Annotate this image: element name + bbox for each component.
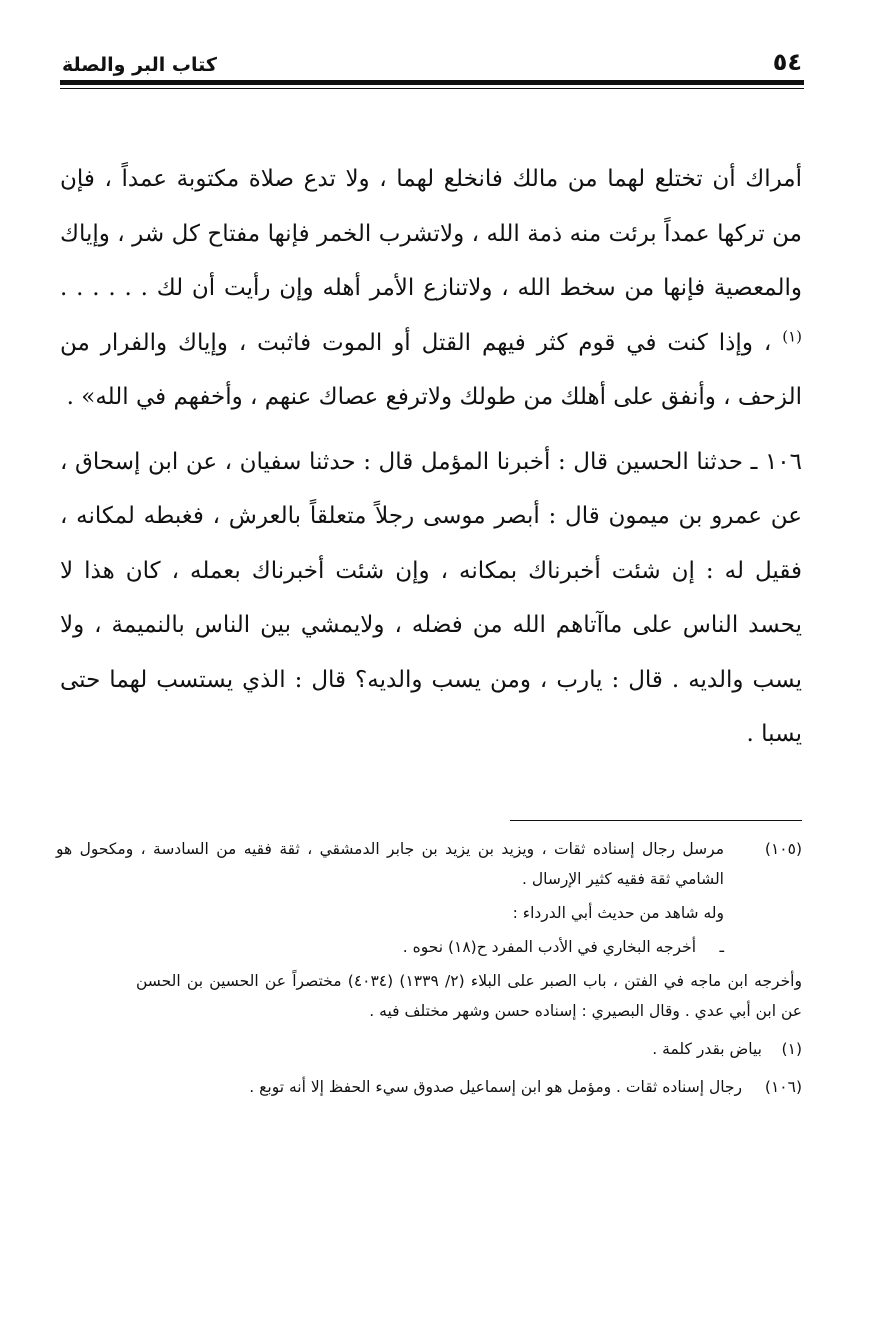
running-title: كتاب البر والصلة — [62, 54, 217, 76]
list-dash: ـ — [719, 938, 724, 956]
page-number: ٥٤ — [772, 48, 802, 76]
footnote-label: (١٠٦) — [764, 1078, 802, 1096]
paragraph-hadith-105-end — [60, 152, 802, 425]
footnote-1 — [56, 1034, 802, 1064]
footnote-106 — [56, 1072, 802, 1102]
footnote-line: وأخرجه ابن ماجه في الفتن ، باب الصبر على البلاء (٢/ ١٣٣٩) (٤٠٣٤) مختصراً عن الحسين بن الحسن عن ابن أبي عدي . وقال البصيري : إسناده حسن وشهر مختلف فيه . — [136, 972, 802, 1020]
footnote-separator — [510, 820, 802, 821]
footnote-line — [56, 932, 724, 962]
paragraph-hadith-106: ١٠٦ ـ حدثنا الحسين قال : أخبرنا المؤمل قال : حدثنا سفيان ، عن ابن إسحاق ، عن عمرو بن ميمون قال : أبصر موسى رجلاً متعلقاً بالعرش ، فغبطه لمكانه ، فقيل له : إن شئت أخبرناك بمكانه ، وإن شئت أخبرناك بعمله ، كان هذا لا يحسد الناس على ماآتاهم الله من فضله ، ولايمشي بين الناس بالنميمة ، ولا يسب والديه . قال : يارب ، ومن يسب والديه؟ قال : الذي يستسب لهما حتى يسبا . — [60, 448, 803, 747]
footnotes — [56, 834, 802, 1102]
footnote-line: وله شاهد من حديث أبي الدرداء : — [512, 904, 724, 922]
footnote-body: بياض بقدر كلمة . — [652, 1040, 762, 1058]
paragraph-text: ، وإذا كنت في قوم كثر فيهم القتل أو الموت فاثبت ، وإياك والفرار من الزحف ، وأنفق على أهلك من طولك ولاترفع عصاك عنهم ، وأخفهم في الله» . — [60, 329, 802, 410]
footnote-105-continued — [56, 966, 802, 1026]
footnote-line-text: أخرجه البخاري في الأدب المفرد ح(١٨) نحوه . — [402, 938, 696, 956]
header-rule-thick — [60, 80, 804, 85]
footnote-line: مرسل رجال إسناده ثقات ، ويزيد بن يزيد بن جابر الدمشقي ، ثقة فقيه من السادسة ، ومكحول هو الشامي ثقة فقيه كثير الإرسال . — [56, 840, 724, 888]
footnote-reference: (١) — [782, 326, 803, 345]
main-text — [60, 152, 802, 762]
header-rule-thin — [60, 88, 804, 89]
footnote-label: (١٠٥) — [764, 840, 802, 858]
footnote-105 — [56, 834, 802, 966]
footnote-body — [56, 834, 724, 966]
footnote-body: رجال إسناده ثقات . ومؤمل هو ابن إسماعيل صدوق سيء الحفظ إلا أنه توبع . — [249, 1078, 742, 1096]
page-header — [62, 40, 802, 76]
paragraph-text: أمراك أن تختلع لهما من مالك فانخلع لهما ، ولا تدع صلاة مكتوبة عمداً ، فإن من تركها عمداً برئت منه ذمة الله ، ولاتشرب الخمر فإنها مفتاح كل شر ، وإياك والمعصية فإنها من سخط الله ، ولاتنازع الأمر أهله وإن رأيت أن لك . . . . . . — [60, 166, 802, 301]
footnote-label: (١) — [781, 1040, 802, 1058]
